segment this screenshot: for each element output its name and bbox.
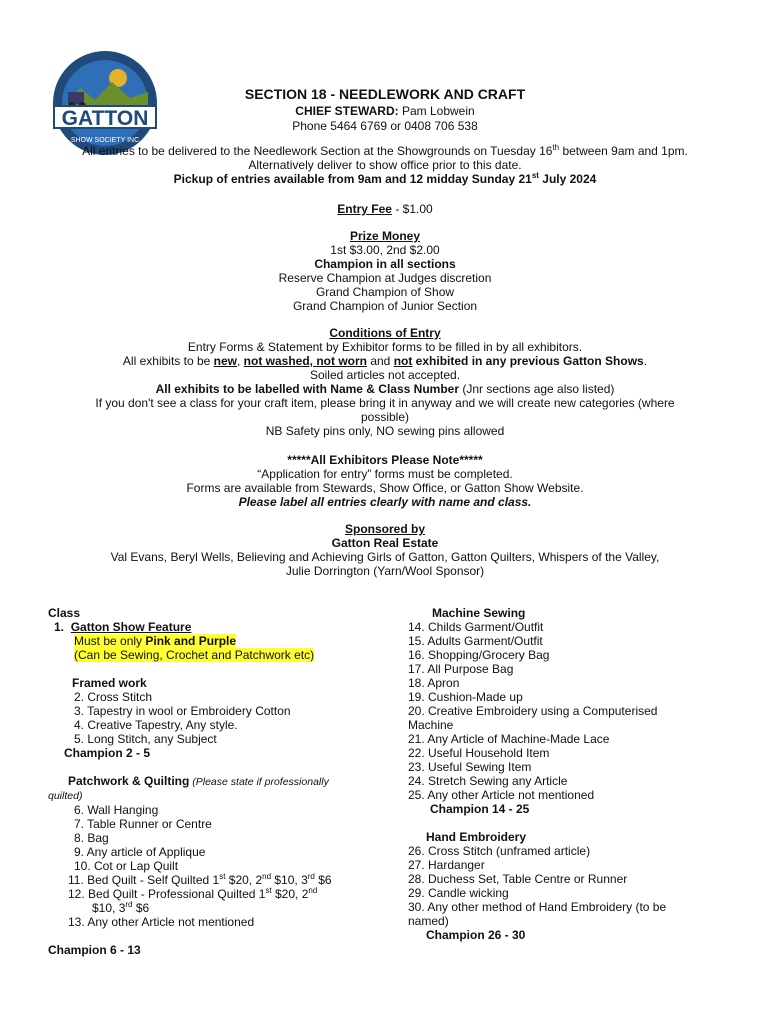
list-item-cont: $10, 3rd $6 (92, 900, 150, 915)
condition-line: All exhibits to be labelled with Name & Class Number (Jnr sections age also listed) (155, 382, 615, 396)
list-item: 9. Any article of Applique (74, 845, 206, 859)
list-item: 4. Creative Tapestry, Any style. (74, 718, 238, 732)
alt-delivery-line: Alternatively deliver to show office prior to this date. (248, 158, 522, 172)
prize-line: Grand Champion of Junior Section (292, 299, 478, 313)
sponsor-heading: Sponsored by (344, 522, 425, 536)
list-item: 16. Shopping/Grocery Bag (408, 648, 550, 662)
machine-heading: Machine Sewing (432, 606, 526, 620)
condition-line: NB Safety pins only, NO sewing pins allowed (265, 424, 505, 438)
list-item-cont: Machine (408, 718, 454, 732)
section-header (170, 86, 600, 134)
gatton-show-logo (50, 48, 160, 158)
feature-line: Must be only Pink and Purple (74, 634, 237, 648)
list-item: 30. Any other method of Hand Embroidery (to be (408, 900, 667, 914)
list-item: 5. Long Stitch, any Subject (74, 732, 217, 746)
condition-line: Entry Forms & Statement by Exhibitor forms to be filled in by all exhibitors. (187, 340, 583, 354)
entry-fee-value: - $1.00 (391, 202, 433, 216)
sponsors (40, 522, 730, 578)
note-line: “Application for entry” forms must be completed. (257, 467, 513, 481)
class-label: Class (48, 606, 81, 620)
framed-heading: Framed work (72, 676, 147, 690)
left-column (48, 606, 368, 957)
delivery-line: All entries to be delivered to the Needlework Section at the Showgrounds on Tuesday 16th between 9am and 1pm. (82, 143, 688, 158)
list-item: 21. Any Article of Machine-Made Lace (408, 732, 610, 746)
page-title: SECTION 18 - NEEDLEWORK AND CRAFT (244, 86, 526, 102)
prize-line: Reserve Champion at Judges discretion (278, 271, 492, 285)
list-item: 3. Tapestry in wool or Embroidery Cotton (74, 704, 291, 718)
condition-line: Soiled articles not accepted. (309, 368, 461, 382)
list-item: 15. Adults Garment/Outfit (408, 634, 543, 648)
list-item: 2. Cross Stitch (74, 690, 153, 704)
list-item: 20. Creative Embroidery using a Computerised (408, 704, 658, 718)
list-item: 17. All Purpose Bag (408, 662, 514, 676)
logo-ring-text: SHOW SOCIETY INC (70, 137, 140, 144)
right-column (408, 606, 708, 942)
logo-text: GATTON (61, 107, 149, 130)
conditions-of-entry (40, 326, 730, 438)
patch-note: quilted) (48, 790, 83, 802)
list-item: 13. Any other Article not mentioned (68, 915, 255, 929)
prize-line: Grand Champion of Show (315, 285, 455, 299)
patch-heading: Patchwork & Quilting (Please state if professionally (68, 774, 329, 788)
champion-label: Champion 6 - 13 (48, 943, 141, 957)
condition-line: If you don't see a class for your craft item, please bring it in anyway and we will create new categories (where (95, 396, 675, 410)
condition-line: possible) (360, 410, 410, 424)
champion-label: Champion 2 - 5 (64, 746, 151, 760)
exhibitors-note (40, 453, 730, 509)
prize-line: Champion in all sections (314, 257, 456, 271)
list-item: 6. Wall Hanging (74, 803, 159, 817)
list-item: 25. Any other Article not mentioned (408, 788, 595, 802)
main-sponsor: Gatton Real Estate (331, 536, 439, 550)
list-item: 12. Bed Quilt - Professional Quilted 1st $20, 2nd (68, 886, 318, 901)
list-item: 10. Cot or Lap Quilt (74, 859, 179, 873)
list-item: 29. Candle wicking (408, 886, 509, 900)
entry-fee-label: Entry Fee (337, 202, 392, 216)
champion-label: Champion 14 - 25 (430, 802, 530, 816)
list-item-cont: named) (408, 914, 449, 928)
feature-title: 1. Gatton Show Feature (54, 620, 192, 634)
entry-fee (40, 202, 730, 216)
note-heading: *****All Exhibitors Please Note***** (287, 453, 483, 467)
list-item: 19. Cushion-Made up (408, 690, 523, 704)
prize-heading: Prize Money (349, 229, 421, 243)
chief-steward-label: CHIEF STEWARD: (295, 104, 399, 118)
list-item: 7. Table Runner or Centre (74, 817, 212, 831)
note-line: Forms are available from Stewards, Show Office, or Gatton Show Website. (186, 481, 584, 495)
prize-money (40, 229, 730, 313)
list-item: 18. Apron (408, 676, 460, 690)
hand-heading: Hand Embroidery (426, 830, 527, 844)
sponsor-line: Julie Dorrington (Yarn/Wool Sponsor) (285, 564, 485, 578)
phone: Phone 5464 6769 or 0408 706 538 (292, 119, 478, 133)
list-item: 14. Childs Garment/Outfit (408, 620, 544, 634)
list-item: 24. Stretch Sewing any Article (408, 774, 568, 788)
note-line: Please label all entries clearly with name and class. (238, 495, 532, 509)
champion-label: Champion 26 - 30 (426, 928, 526, 942)
chief-steward (170, 104, 600, 119)
prize-line: 1st $3.00, 2nd $2.00 (330, 243, 440, 257)
list-item: 22. Useful Household Item (408, 746, 550, 760)
list-item: 23. Useful Sewing Item (408, 760, 532, 774)
list-item: 28. Duchess Set, Table Centre or Runner (408, 872, 628, 886)
condition-line: All exhibits to be new, not washed, not worn and not exhibited in any previous Gatton Shows. (122, 354, 648, 368)
sponsor-line: Val Evans, Beryl Wells, Believing and Achieving Girls of Gatton, Gatton Quilters, Whispers of the Valley, (110, 550, 660, 564)
intro-block (40, 144, 730, 186)
feature-line: (Can be Sewing, Crochet and Patchwork etc) (74, 648, 315, 662)
list-item: 26. Cross Stitch (unframed article) (408, 844, 591, 858)
list-item: 27. Hardanger (408, 858, 485, 872)
list-item: 11. Bed Quilt - Self Quilted 1st $20, 2nd $10, 3rd $6 (68, 872, 332, 887)
list-item: 8. Bag (74, 831, 109, 845)
pickup-line: Pickup of entries available from 9am and 12 midday Sunday 21st July 2024 (173, 171, 597, 186)
chief-steward-name: Pam Lobwein (401, 104, 475, 118)
conditions-heading: Conditions of Entry (329, 326, 441, 340)
